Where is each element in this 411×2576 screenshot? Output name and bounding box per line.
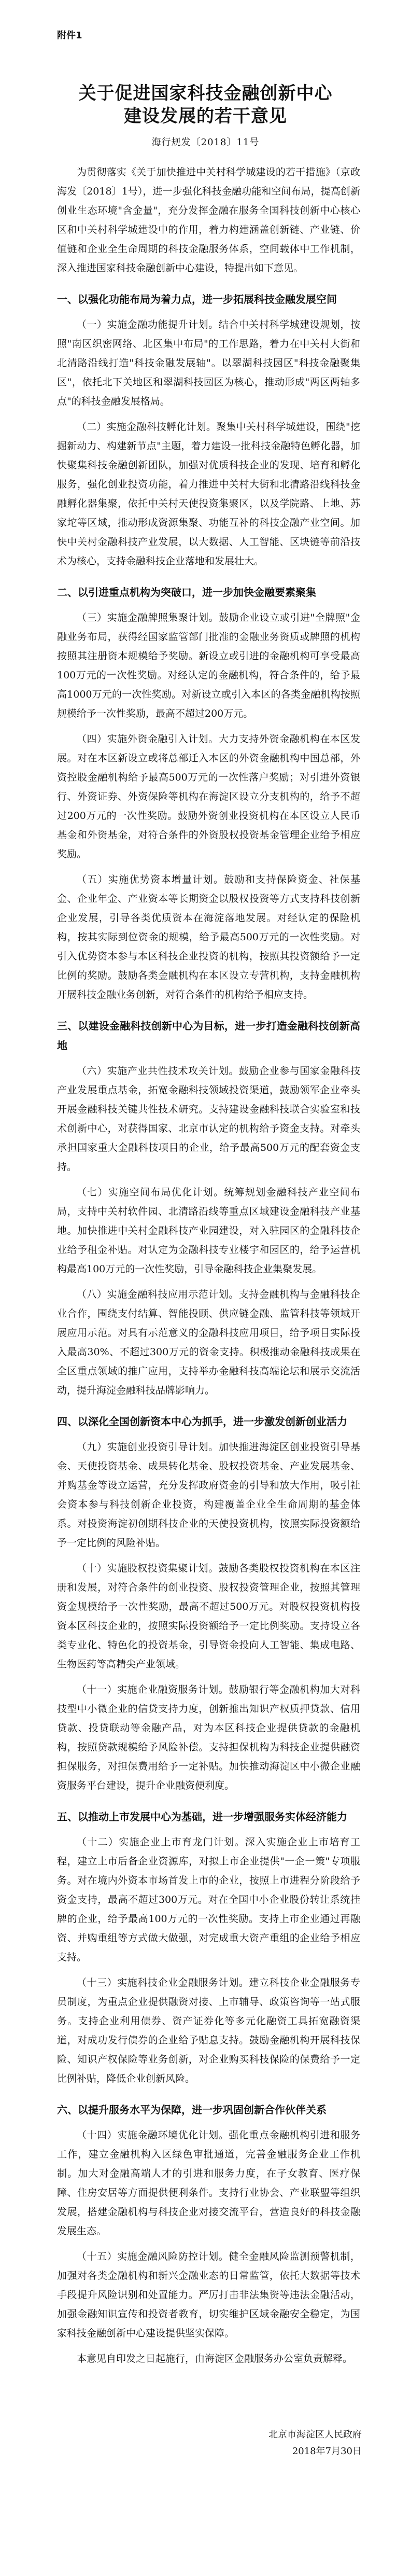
section-heading: 四、以深化全国创新资本中心为抓手，进一步激发创新创业活力: [57, 1415, 347, 1428]
signature-block: [0, 2427, 362, 2460]
signature-org: 北京市海淀区人民政府: [268, 2429, 362, 2440]
document-title: [45, 82, 366, 128]
body-paragraph: （五）实施优势资本增量计划。鼓励和支持保险资金、社保基金、企业年金、产业资本等长期资金以股权投资等方式支持科技创新企业发展，引导各类优质资本在海淀落地发展。对经认定的保险机构，按其实际到位资金的规模，给予最高500万元的一次性奖励。对引入优势资本参与本区科技企业投资的机构，按照其投资额给予一定比例的奖励。鼓励各类金融机构在本区设立专营机构，支持金融机构开展科技金融业务创新，对符合条件的机构给予相应支持。: [57, 874, 360, 1000]
body-paragraph: （十二）实施企业上市育龙门计划。深入实施企业上市培育工程，建立上市后备企业资源库，对拟上市企业提供"一企一策"专项服务。对在境内外资本市场首发上市的企业，按照上市进程分阶段给予资金支持，最高不超过300万元。对在全国中小企业股份转让系统挂牌的企业，给予最高100万元的一次性奖励。支持上市企业通过再融资、并购重组等方式做大做强，对完成重大资产重组的企业给予相应支持。: [57, 1836, 360, 1963]
body-paragraph: （七）实施空间布局优化计划。统筹规划金融科技产业空间布局，支持中关村软件园、北清路沿线等重点区域建设金融科技产业基地。加快推进中关村金融科技产业园建设，对入驻园区的金融科技企业给予租金补贴。对认定为金融科技专业楼宇和园区的，给予运营机构最高100万元的一次性奖励，引导金融科技企业集聚发展。: [57, 1187, 360, 1275]
section-heading: 六、以提升服务水平为保障，进一步巩固创新合作伙伴关系: [57, 2104, 327, 2116]
body-paragraph: （八）实施金融科技应用示范计划。支持金融机构与金融科技企业合作，围绕支付结算、智能投顾、供应链金融、监管科技等领域开展应用示范。对具有示范意义的金融科技应用项目，给予项目实际投入最高30%、不超过300万元的资金支持。积极推动金融科技成果在全区重点领域的推广应用，支持举办金融科技高端论坛和展示交流活动，提升海淀金融科技品牌影响力。: [57, 1289, 360, 1396]
closing-paragraph: 本意见自印发之日起施行，由海淀区金融服务办公室负责解释。: [77, 2353, 353, 2364]
body-paragraph: （六）实施产业共性技术攻关计划。鼓励企业参与国家金融科技产业发展重点基金，拓宽金融科技领域投资渠道，鼓励领军企业牵头开展金融科技关键共性技术研究。支持建设金融科技联合实验室和技术创新中心，对获得国家、北京市认定的机构给予资金支持。对牵头承担国家重大金融科技项目的企业，给予最高500万元的配套资金支持。: [57, 1065, 360, 1173]
body-paragraph: （一）实施金融功能提升计划。结合中关村科学城建设规划，按照"南区织密网络、北区集中布局"的工作思路，着力在中关村大街和北清路沿线打造"科技金融发展轴"。以翠湖科技园区"科技金融聚集区"，依托北下关地区和翠湖科技园区为核心，推动形成"两区两轴多点"的科技金融发展格局。: [57, 319, 360, 407]
annex-label: 附件1: [57, 30, 82, 41]
body-paragraph: （十三）实施科技企业金融服务计划。建立科技企业金融服务专员制度，为重点企业提供融资对接、上市辅导、政策咨询等一站式服务。支持企业利用债券、资产证券化等多元化融资工具拓宽融资渠道，对成功发行债券的企业给予贴息支持。鼓励金融机构开展科技保险、知识产权保险等业务创新，对企业购买科技保险的保费给予一定比例补贴，降低企业创新风险。: [57, 1977, 360, 2084]
body-paragraph: （九）实施创业投资引导计划。加快推进海淀区创业投资引导基金、天使投资基金、成果转化基金、股权投资基金、产业发展基金、并购基金等设立运营，充分发挥政府资金的引导和放大作用，吸引社会资本参与科技创新企业投资，构建覆盖企业全生命周期的基金体系。对投资海淀初创期科技企业的天使投资机构，按照实际投资额给予一定比例的风险补贴。: [57, 1441, 360, 1549]
document-body: [57, 163, 360, 2369]
body-paragraph: （三）实施金融牌照集聚计划。鼓励企业设立或引进"全牌照"金融业务布局，获得经国家监管部门批准的金融业务资质或牌照的机构按照其注册资本规模给予奖励。新设立或引进的金融机构可享受最高100万元的一次性奖励。对经认定的金融机构，符合条件的，给予最高1000万元的一次性奖励。对新设立或引入本区的各类金融机构按照规模给予一次性奖励，最高不超过200万元。: [57, 612, 360, 719]
body-paragraph: （十四）实施金融环境优化计划。强化重点金融机构引进和服务工作，建立金融机构入区绿色审批通道，完善金融服务企业工作机制。加大对金融高端人才的引进和服务力度，在子女教育、医疗保障、住房安居等方面提供便利条件。支持行业协会、产业联盟等组织发展，搭建金融机构与科技企业对接交流平台，营造良好的科技金融发展生态。: [57, 2129, 360, 2237]
title-line-1: 关于促进国家科技金融创新中心: [78, 83, 333, 104]
signature-date: 2018年7月30日: [292, 2446, 362, 2457]
body-paragraph: （四）实施外资金融引入计划。大力支持外资金融机构在本区发展。对在本区新设立或将总部迁入本区的外资金融机构中国总部，外资控股金融机构给予最高500万元的一次性落户奖励；对引进外资银行、外资证券、外资保险等机构在海淀区设立分支机构的，给予不超过200万元的一次性奖励。鼓励外资创业投资机构在本区设立人民币基金和外资基金，对符合条件的外资股权投资基金管理企业给予相应奖励。: [57, 733, 360, 860]
body-paragraph: （十）实施股权投资集聚计划。鼓励各类股权投资机构在本区注册和发展，对符合条件的创业投资、股权投资管理企业，按照其管理资金规模给予一次性奖励，最高不超过500万元。对股权投资机构投资本区科技企业的，按照实际投资额给予一定比例奖励。支持设立各类专业化、特色化的投资基金，引导资金投向人工智能、集成电路、生物医药等高精尖产业领域。: [57, 1563, 360, 1670]
body-paragraph: （十一）实施企业融资服务计划。鼓励银行等金融机构加大对科技型中小微企业的信贷支持力度，创新推出知识产权质押贷款、信用贷款、投贷联动等金融产品，对为本区科技企业提供贷款的金融机构，按照贷款规模给予风险补偿。支持担保机构为科技企业提供融资担保服务，对担保费用给予一定补贴。加快推动海淀区中小微企业融资服务平台建设，提升企业融资便利度。: [57, 1684, 360, 1791]
document-number: 海行规发〔2018〕11号: [151, 137, 260, 148]
intro-paragraph: 为贯彻落实《关于加快推进中关村科学城建设的若干措施》（京政海发〔2018〕1号），进一步强化科技金融功能和空间布局，提高创新创业生态环境"含金量"，充分发挥金融在服务全国科技创新中心核心区和中关村科学城建设中的作用，着力构建涵盖创新链、产业链、价值链和企业全生命周期的科技金融服务体系，空间载体中工作机制，深入推进国家科技金融创新中心建设，特提出如下意见。: [57, 166, 360, 274]
section-heading: 三、以建设金融科技创新中心为目标，进一步打造金融科技创新高地: [57, 1020, 360, 1052]
section-heading: 一、以强化功能布局为着力点，进一步拓展科技金融发展空间: [57, 293, 337, 305]
section-heading: 二、以引进重点机构为突破口，进一步加快金融要素聚集: [57, 586, 316, 598]
section-heading: 五、以推动上市发展中心为基础，进一步增强服务实体经济能力: [57, 1811, 347, 1823]
body-paragraph: （十五）实施金融风险防控计划。健全金融风险监测预警机制，加强对各类金融机构和新兴金融业态的日常监管，依托大数据等技术手段提升风险识别和处置能力。严厉打击非法集资等违法金融活动，加强金融知识宣传和投资者教育，切实维护区域金融安全稳定，为国家科技金融创新中心建设提供坚实保障。: [57, 2251, 360, 2339]
body-paragraph: （二）实施金融科技孵化计划。聚集中关村科学城建设，围绕"挖掘新动力、构建新节点"主题，着力建设一批科技金融特色孵化器，加快聚集科技金融创新团队，加强对优质科技企业的发现、培育和孵化服务，强化创业投资功能，着力推进中关村大街和北清路沿线科技金融孵化器集聚，依托中关村天使投资集聚区，以及学院路、上地、苏家坨等区域，推动形成资源集聚、功能互补的科技金融产业空间。加快中关村金融科技产业发展，以大数据、人工智能、区块链等前沿技术为核心，支持金融科技企业落地和发展壮大。: [57, 421, 360, 567]
title-line-2: 建设发展的若干意见: [124, 106, 287, 127]
